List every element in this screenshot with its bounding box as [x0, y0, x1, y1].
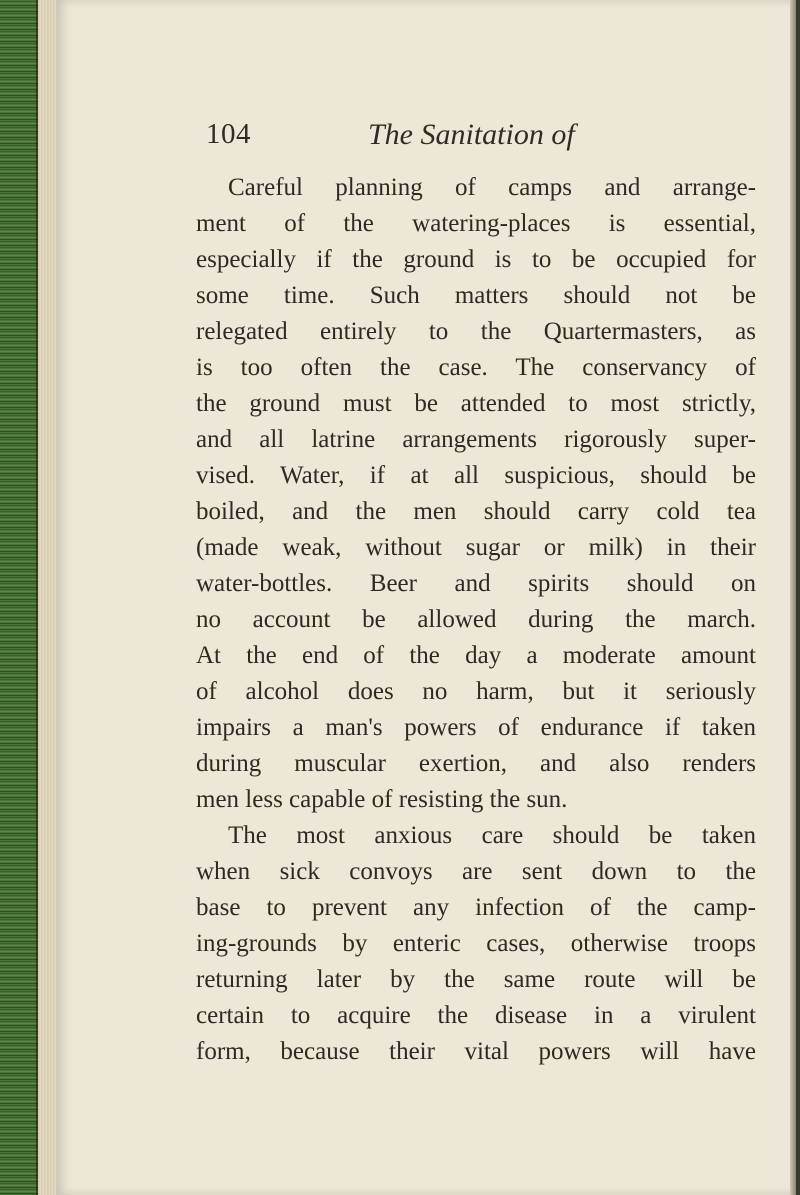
text-line: no account be allowed during the march. [196, 606, 756, 633]
text-line: At the end of the day a moderate amount [196, 642, 756, 669]
text-line: certain to acquire the disease in a virulent [196, 1002, 756, 1029]
text-line: impairs a man's powers of endurance if taken [196, 714, 756, 741]
text-line: of alcohol does no harm, but it seriously [196, 678, 756, 705]
text-line: especially if the ground is to be occupied for [196, 246, 756, 273]
text-line: is too often the case. The conservancy of [196, 354, 756, 381]
text-line: men less capable of resisting the sun. [196, 786, 568, 813]
text-line: boiled, and the men should carry cold tea [196, 498, 756, 525]
text-line: ing-grounds by enteric cases, otherwise troops [196, 930, 756, 957]
text-line: returning later by the same route will be [196, 966, 756, 993]
text-line: form, because their vital powers will have [196, 1038, 756, 1065]
text-line: during muscular exertion, and also renders [196, 750, 756, 777]
text-line: when sick convoys are sent down to the [196, 858, 756, 885]
text-line: Careful planning of camps and arrange- [228, 174, 756, 201]
text-line: and all latrine arrangements rigorously super- [196, 426, 756, 453]
text-line: water-bottles. Beer and spirits should on [196, 570, 756, 597]
text-line: vised. Water, if at all suspicious, should be [196, 462, 756, 489]
text-line: relegated entirely to the Quartermasters, as [196, 318, 756, 345]
running-head [196, 118, 756, 158]
text-line: base to prevent any infection of the camp- [196, 894, 756, 921]
running-title: The Sanitation of [368, 118, 575, 151]
text-line: some time. Such matters should not be [196, 282, 756, 309]
text-line: (made weak, without sugar or milk) in their [196, 534, 756, 561]
text-line: the ground must be attended to most strictly, [196, 390, 756, 417]
text-line: ment of the watering-places is essential, [196, 210, 756, 237]
right-page-edge [790, 0, 796, 1195]
page-number: 104 [206, 118, 251, 150]
text-line: The most anxious care should be taken [228, 822, 756, 849]
body-text [196, 170, 756, 1070]
